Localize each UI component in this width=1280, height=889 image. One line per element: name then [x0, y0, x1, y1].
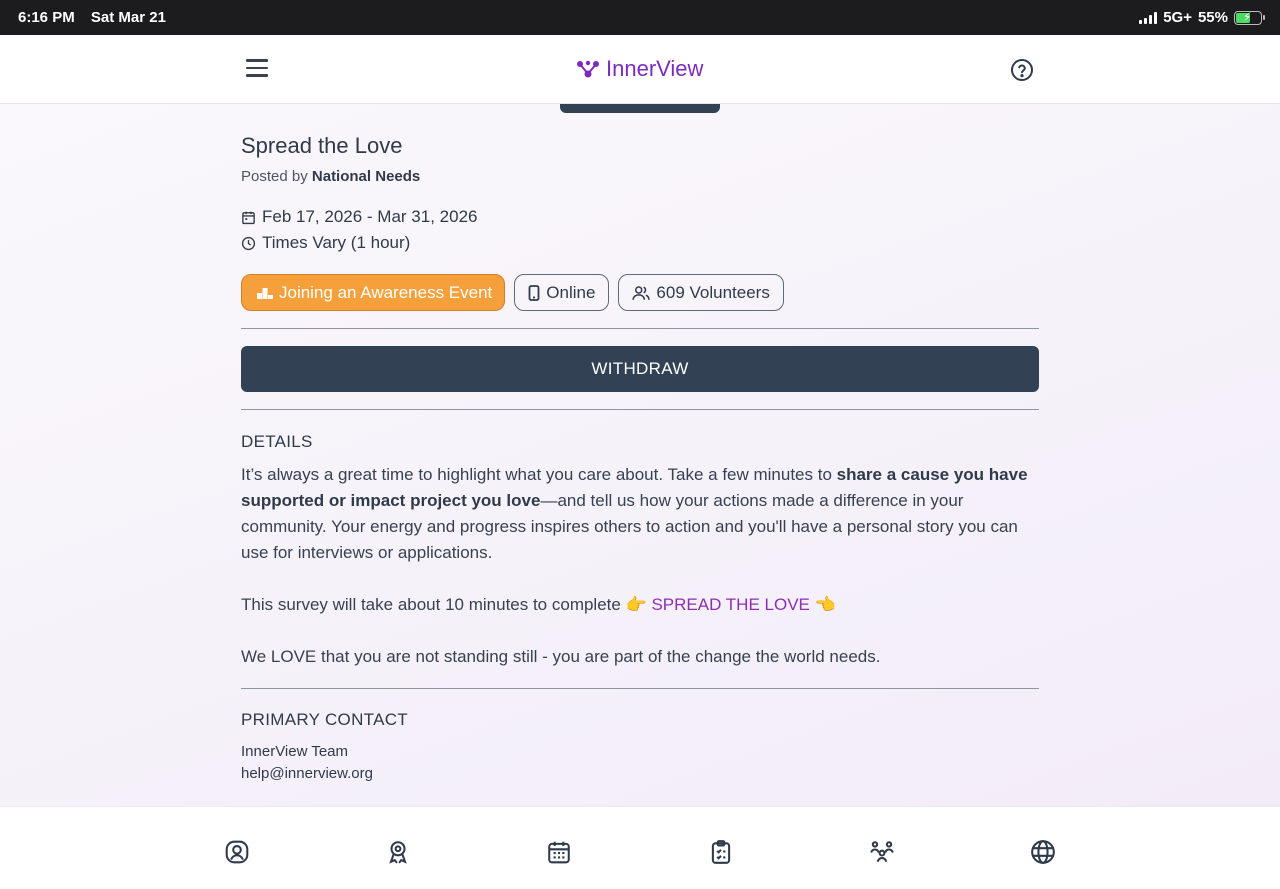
image-tab	[560, 104, 720, 113]
divider	[241, 409, 1039, 410]
event-times-row	[241, 233, 410, 253]
clipboard-icon	[708, 839, 734, 865]
primary-contact-heading: PRIMARY CONTACT	[241, 710, 408, 729]
event-detail-scroll[interactable]	[0, 104, 1280, 806]
tab-community[interactable]	[869, 839, 895, 865]
mode-chip[interactable]	[514, 274, 609, 311]
tab-tasks[interactable]	[708, 839, 734, 865]
details-paragraph-3: We LOVE that you are not standing still - you are part of the change the world needs.	[241, 647, 881, 666]
details-bold-text: share a cause you have supported or impact project you love	[241, 465, 1028, 510]
divider	[241, 688, 1039, 689]
profile-icon	[224, 839, 250, 865]
details-text: It’s always a great time to highlight what you care about. Take a few minutes to	[241, 465, 837, 484]
posted-by	[241, 168, 420, 185]
battery-percent: 55%	[1197, 9, 1228, 26]
people-icon	[632, 285, 650, 301]
volunteers-chip-label: 609 Volunteers	[656, 282, 770, 302]
tab-awards[interactable]	[385, 839, 411, 865]
posted-prefix: Posted by	[241, 168, 308, 185]
community-icon	[869, 839, 895, 865]
calendar-icon	[546, 839, 572, 865]
innerview-logo-icon	[576, 59, 600, 79]
award-icon	[385, 839, 411, 865]
volunteers-chip[interactable]	[618, 274, 783, 311]
phone-icon	[528, 285, 540, 301]
event-chips	[241, 274, 784, 311]
event-dates-row	[241, 207, 477, 227]
event-title: Spread the Love	[241, 133, 403, 158]
hamburger-icon	[246, 59, 270, 77]
status-date: Sat Mar 21	[90, 9, 166, 26]
network-label: 5G+	[1163, 9, 1192, 26]
logo-text: InnerView	[606, 56, 704, 81]
details-heading: DETAILS	[241, 432, 313, 451]
podium-icon	[257, 286, 273, 300]
help-icon	[1010, 58, 1034, 82]
battery-icon: ⚡	[1234, 11, 1262, 25]
poster-name[interactable]: National Needs	[311, 168, 421, 185]
app-header	[0, 35, 1280, 104]
calendar-icon	[241, 210, 256, 225]
help-button[interactable]	[1010, 58, 1034, 82]
survey-text: This survey will take about 10 minutes to complete 👉	[241, 595, 652, 614]
details-paragraph-1	[241, 462, 1039, 566]
bottom-tab-bar	[0, 806, 1280, 889]
tab-profile[interactable]	[224, 839, 250, 865]
event-times: Times Vary (1 hour)	[262, 233, 411, 252]
status-time: 6:16 PM	[18, 9, 75, 26]
tab-calendar[interactable]	[546, 839, 572, 865]
details-paragraph-2	[241, 592, 1039, 618]
clock-icon	[241, 236, 256, 251]
mode-chip-label: Online	[546, 282, 596, 302]
category-chip[interactable]	[241, 274, 505, 311]
category-chip-label: Joining an Awareness Event	[279, 282, 493, 302]
tab-explore[interactable]	[1030, 839, 1056, 865]
contact-name: InnerView Team	[241, 743, 349, 760]
spread-the-love-link[interactable]: SPREAD THE LOVE	[651, 595, 810, 614]
signal-icon	[1139, 12, 1157, 24]
menu-button[interactable]	[246, 59, 270, 79]
globe-icon	[1030, 839, 1056, 865]
withdraw-button[interactable]: WITHDRAW	[241, 346, 1039, 392]
status-bar	[0, 0, 1280, 35]
details-text: —and tell us how your actions made a difference in your community. Your energy and progress inspires others to action and you'll have a personal story you can use for interviews or applications.	[241, 491, 1018, 562]
pointing-emoji: 👈	[809, 595, 836, 614]
app-logo[interactable]	[576, 56, 703, 82]
contact-email[interactable]: help@innerview.org	[241, 765, 373, 782]
divider	[241, 328, 1039, 329]
event-dates: Feb 17, 2026 - Mar 31, 2026	[262, 207, 478, 226]
